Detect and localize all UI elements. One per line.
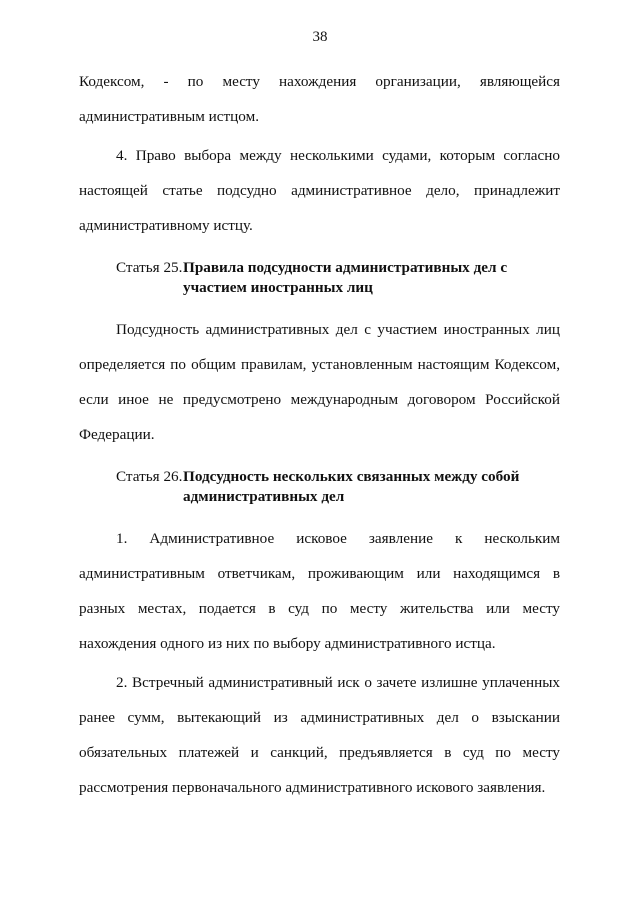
article-25-label: Статья 25. bbox=[116, 259, 183, 276]
article-25-heading bbox=[79, 258, 560, 298]
paragraph-clause-4: 4. Право выбора между несколькими судами, которым согласно настоящей статье подсудно административное дело, принадлежит административному истцу. bbox=[79, 147, 560, 234]
paragraph-continuation: Кодексом, - по месту нахождения организации, являющейся административным истцом. bbox=[79, 73, 560, 125]
article-26-heading bbox=[79, 467, 560, 507]
paragraph-article-26-clause-2: 2. Встречный административный иск о зачете излишне уплаченных ранее сумм, вытекающий из административных дел о взыскании обязательных платежей и санкций, предъявляется в суд по месту рассмотрения первоначального административного искового заявления. bbox=[79, 674, 560, 796]
article-26-title-line-1: Подсудность нескольких связанных между собой bbox=[183, 468, 520, 485]
page-number: 38 bbox=[312, 29, 328, 45]
article-25-title bbox=[183, 258, 560, 298]
article-26-title-line-2: административных дел bbox=[183, 488, 345, 505]
article-26-label: Статья 26. bbox=[116, 468, 183, 485]
article-25-title-line-1: Правила подсудности административных дел с bbox=[183, 259, 508, 276]
article-26-title bbox=[183, 467, 560, 507]
article-25-title-line-2: участием иностранных лиц bbox=[183, 279, 373, 296]
paragraph-article-26-clause-1: 1. Административное исковое заявление к нескольким административным ответчикам, проживающим или находящимся в разных местах, подается в суд по месту жительства или месту нахождения одного из них по выбору административного истца. bbox=[79, 530, 560, 652]
paragraph-article-25: Подсудность административных дел с участием иностранных лиц определяется по общим правилам, установленным настоящим Кодексом, если иное не предусмотрено международным договором Российской Федерации. bbox=[79, 321, 560, 443]
document-body bbox=[79, 64, 560, 805]
